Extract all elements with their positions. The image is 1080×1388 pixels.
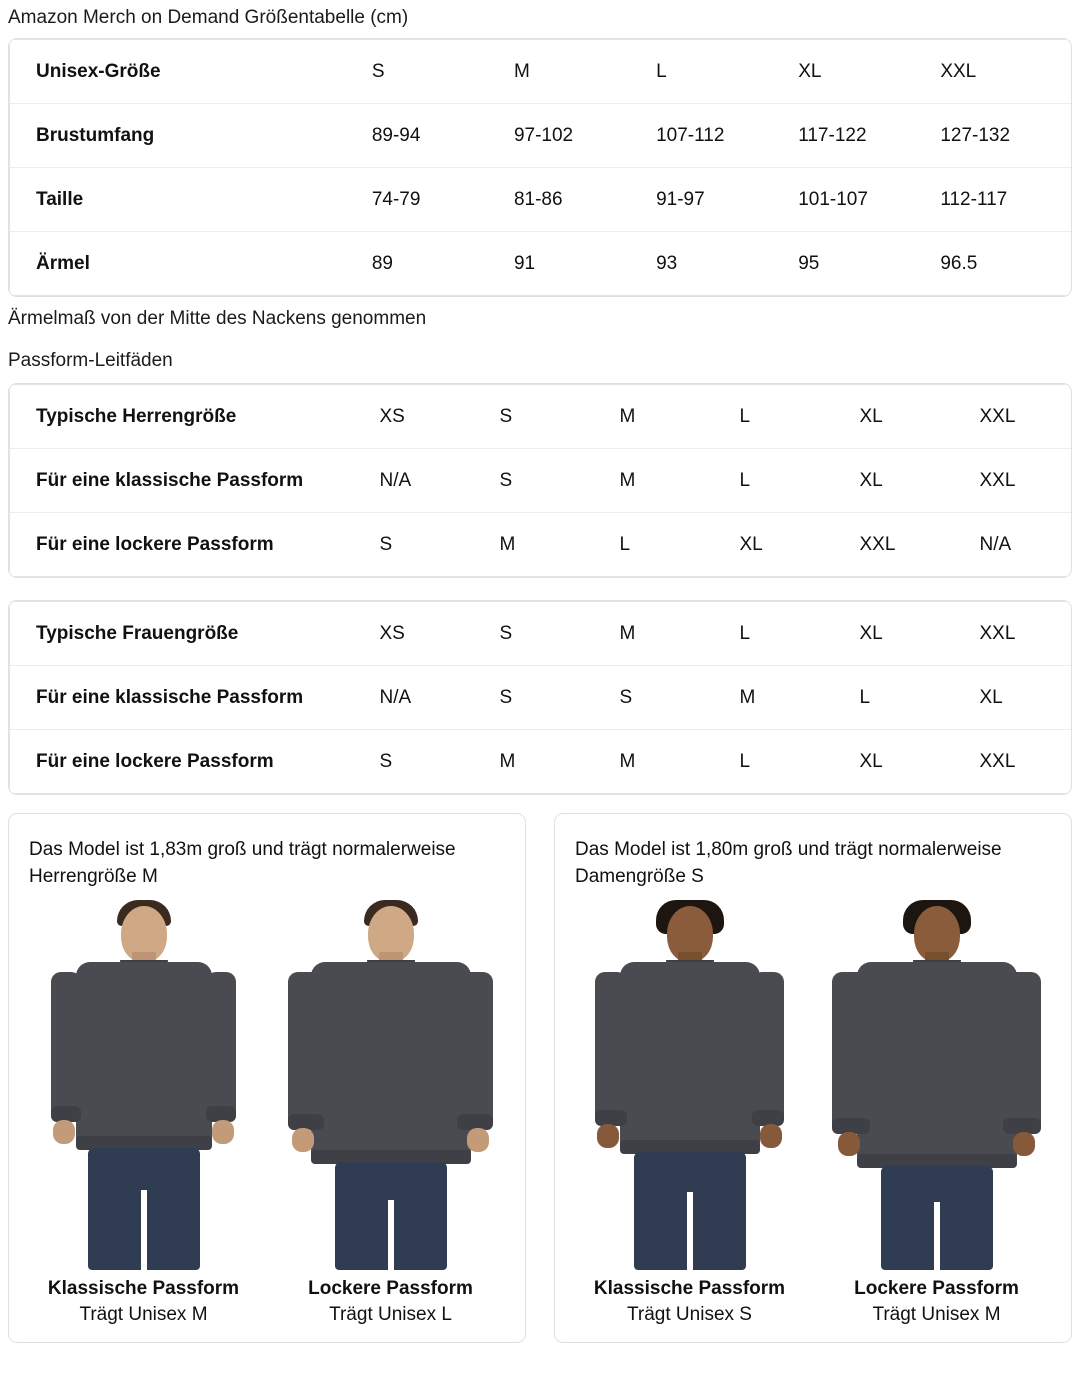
fit-wears: Trägt Unisex M (79, 1304, 208, 1325)
table-row (10, 40, 1073, 104)
cell: L (730, 602, 850, 666)
cell: 96.5 (940, 252, 978, 274)
cell: XL (850, 602, 970, 666)
cell: XL (788, 40, 930, 104)
cell: L (730, 449, 850, 513)
cell: 127-132 (930, 104, 1072, 168)
cell: M (610, 449, 730, 513)
cell: S (610, 666, 730, 730)
cell: S (490, 449, 610, 513)
row-label: Brustumfang (10, 104, 362, 168)
fit-wears: Trägt Unisex L (329, 1304, 452, 1325)
cell: L (730, 385, 850, 449)
row-label: Unisex-Größe (10, 40, 362, 104)
cell: XXL (930, 40, 1072, 104)
model-figure-classic (29, 900, 258, 1326)
cell: N/A (370, 666, 490, 730)
fit-wears: Trägt Unisex S (627, 1304, 752, 1325)
cell: M (730, 666, 850, 730)
table-row (10, 232, 1073, 296)
page-title: Amazon Merch on Demand Größentabelle (cm) (8, 7, 409, 28)
cell: XXL (979, 750, 1016, 772)
fit-name: Lockere Passform (308, 1278, 473, 1299)
table-row (10, 730, 1073, 794)
cell: XS (370, 602, 490, 666)
cell: M (499, 533, 516, 555)
table-row (10, 602, 1073, 666)
model-photo-female-classic (575, 900, 804, 1270)
model-photo-female-loose (822, 900, 1051, 1270)
cell: XXL (970, 449, 1073, 513)
cell: 89 (371, 252, 393, 274)
cell: 89-94 (362, 104, 504, 168)
cell: 101-107 (788, 168, 930, 232)
cell: S (379, 750, 393, 772)
cell: M (619, 750, 636, 772)
model-figure-loose (822, 900, 1051, 1326)
table-row (10, 449, 1073, 513)
cell: L (850, 666, 970, 730)
cell: XXL (970, 602, 1073, 666)
fit-name: Klassische Passform (47, 1278, 240, 1299)
cell: 81-86 (504, 168, 646, 232)
model-card-mens (8, 813, 526, 1343)
cell: 74-79 (362, 168, 504, 232)
table-row (10, 513, 1073, 577)
cell: XL (970, 666, 1073, 730)
sleeve-measurement-note: Ärmelmaß von der Mitte des Nackens genommen (8, 308, 427, 329)
cell: S (379, 533, 393, 555)
cell: 97-102 (504, 104, 646, 168)
table-row (10, 385, 1073, 449)
cell: 95 (798, 252, 820, 274)
model-figure-classic (575, 900, 804, 1326)
cell: M (504, 40, 646, 104)
row-label: Für eine klassische Passform (10, 666, 370, 730)
model-card-womens (554, 813, 1072, 1343)
table-row (10, 104, 1073, 168)
cell: S (362, 40, 504, 104)
row-label: Ärmel (36, 252, 90, 274)
cell: M (610, 385, 730, 449)
cell: L (619, 533, 631, 555)
cell: N/A (979, 533, 1012, 555)
model-photo-male-classic (29, 900, 258, 1270)
row-label: Für eine lockere Passform (36, 533, 274, 555)
row-label: Typische Frauengröße (10, 602, 370, 666)
mens-fit-table (8, 383, 1072, 578)
cell: S (490, 666, 610, 730)
cell: 107-112 (646, 104, 788, 168)
cell: XL (739, 533, 763, 555)
cell: L (739, 750, 751, 772)
cell: 91 (513, 252, 536, 274)
cell: M (499, 750, 516, 772)
table-row (10, 666, 1073, 730)
cell: S (490, 385, 610, 449)
cell: 91-97 (646, 168, 788, 232)
cell: XL (850, 385, 970, 449)
fit-guides-label: Passform-Leitfäden (8, 350, 173, 371)
unisex-size-table (8, 38, 1072, 297)
cell: L (646, 40, 788, 104)
model-figure-loose (276, 900, 505, 1326)
womens-fit-table (8, 600, 1072, 795)
cell: 112-117 (930, 168, 1072, 232)
row-label: Typische Herrengröße (10, 385, 370, 449)
table-row (10, 168, 1073, 232)
model-description: Das Model ist 1,83m groß und trägt normalerweise Herrengröße M (29, 839, 456, 887)
row-label: Für eine klassische Passform (10, 449, 370, 513)
fit-name: Lockere Passform (854, 1278, 1019, 1299)
row-label: Für eine lockere Passform (36, 750, 274, 772)
fit-name: Klassische Passform (593, 1278, 786, 1299)
cell: M (610, 602, 730, 666)
cell: 117-122 (788, 104, 930, 168)
model-description: Das Model ist 1,80m groß und trägt normalerweise Damengröße S (575, 839, 1002, 887)
model-cards (8, 813, 1072, 1343)
cell: XS (370, 385, 490, 449)
cell: XXL (859, 533, 896, 555)
cell: S (490, 602, 610, 666)
cell: XL (859, 750, 883, 772)
cell: XXL (970, 385, 1073, 449)
cell: XL (850, 449, 970, 513)
fit-wears: Trägt Unisex M (872, 1304, 1001, 1325)
row-label: Taille (10, 168, 362, 232)
model-photo-male-loose (276, 900, 505, 1270)
cell: 93 (656, 252, 678, 274)
cell: N/A (370, 449, 490, 513)
